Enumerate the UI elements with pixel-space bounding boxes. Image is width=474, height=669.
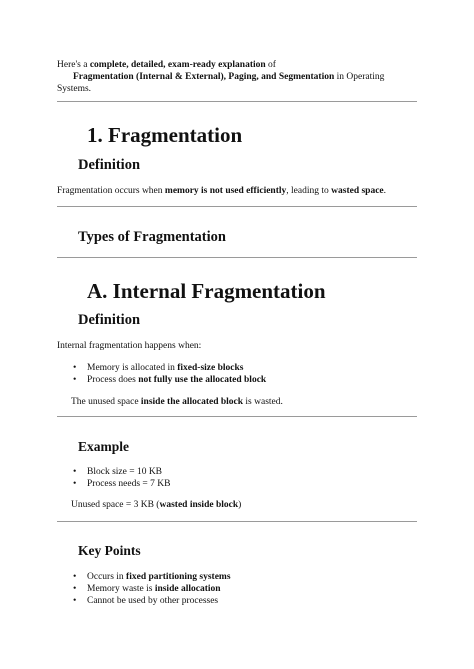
internal-bullet-list — [73, 362, 266, 386]
types-heading: Types of Fragmentation — [78, 229, 226, 245]
internal-intro: Internal fragmentation happens when: — [57, 341, 202, 351]
intro-paragraph — [57, 59, 417, 95]
intro-topics-rest: in Operating — [334, 72, 385, 82]
list-item — [73, 571, 231, 583]
example-heading: Example — [78, 439, 130, 454]
key-points-heading: Key Points — [78, 543, 141, 558]
list-item: • Process needs = 7 KB — [73, 478, 170, 490]
list-text: Memory waste is — [87, 584, 155, 594]
definition-heading: Definition — [78, 157, 141, 173]
example-unused-text — [71, 499, 241, 511]
def-text: Fragmentation occurs when — [57, 186, 165, 196]
intro-topics: Fragmentation (Internal & External), Paging, and Segmentation — [73, 72, 335, 82]
def-bold-2: wasted space — [331, 186, 384, 196]
divider — [57, 416, 417, 417]
list-bold: not fully use the allocated block — [138, 375, 267, 385]
divider — [57, 101, 417, 102]
list-bold: inside allocation — [154, 584, 221, 594]
list-item — [73, 362, 266, 374]
intro-line-3: Systems. — [57, 84, 92, 94]
list-text: Memory is allocated in — [87, 363, 178, 373]
list-item — [73, 583, 231, 595]
list-text: Occurs in — [87, 572, 127, 582]
definition-text — [57, 185, 386, 197]
internal-unused-text — [71, 396, 283, 408]
section-heading-fragmentation: 1. Fragmentation — [87, 123, 243, 147]
unused-text: Unused space = 3 KB ( — [71, 500, 160, 510]
definition-heading-internal: Definition — [78, 312, 141, 328]
intro-line-1 — [57, 59, 417, 71]
list-item: • Block size = 10 KB — [73, 466, 170, 478]
divider — [57, 206, 417, 207]
list-item — [73, 374, 266, 386]
key-points-list — [73, 571, 231, 607]
def-bold: memory is not used efficiently — [164, 186, 287, 196]
unused-paren: ) — [238, 500, 242, 510]
def-text-2: , leading to — [286, 186, 332, 196]
list-bold: fixed-size blocks — [177, 363, 244, 373]
intro-text-end: of — [265, 60, 276, 70]
list-bold: fixed partitioning systems — [126, 572, 231, 582]
unused-bold: inside the allocated block — [140, 397, 244, 407]
example-bullet-list — [73, 466, 170, 490]
intro-line-2 — [57, 71, 417, 83]
divider — [57, 257, 417, 258]
intro-text: Here's a — [57, 60, 90, 70]
list-text: Process does — [87, 375, 139, 385]
unused-text-end: is wasted. — [243, 397, 283, 407]
unused-text: The unused space — [71, 397, 141, 407]
unused-bold: wasted inside block — [159, 500, 239, 510]
divider — [57, 521, 417, 522]
intro-bold: complete, detailed, exam-ready explanation — [89, 60, 266, 70]
section-heading-internal: A. Internal Fragmentation — [87, 279, 326, 303]
list-item: • Cannot be used by other processes — [73, 595, 231, 607]
def-period: . — [383, 186, 387, 196]
